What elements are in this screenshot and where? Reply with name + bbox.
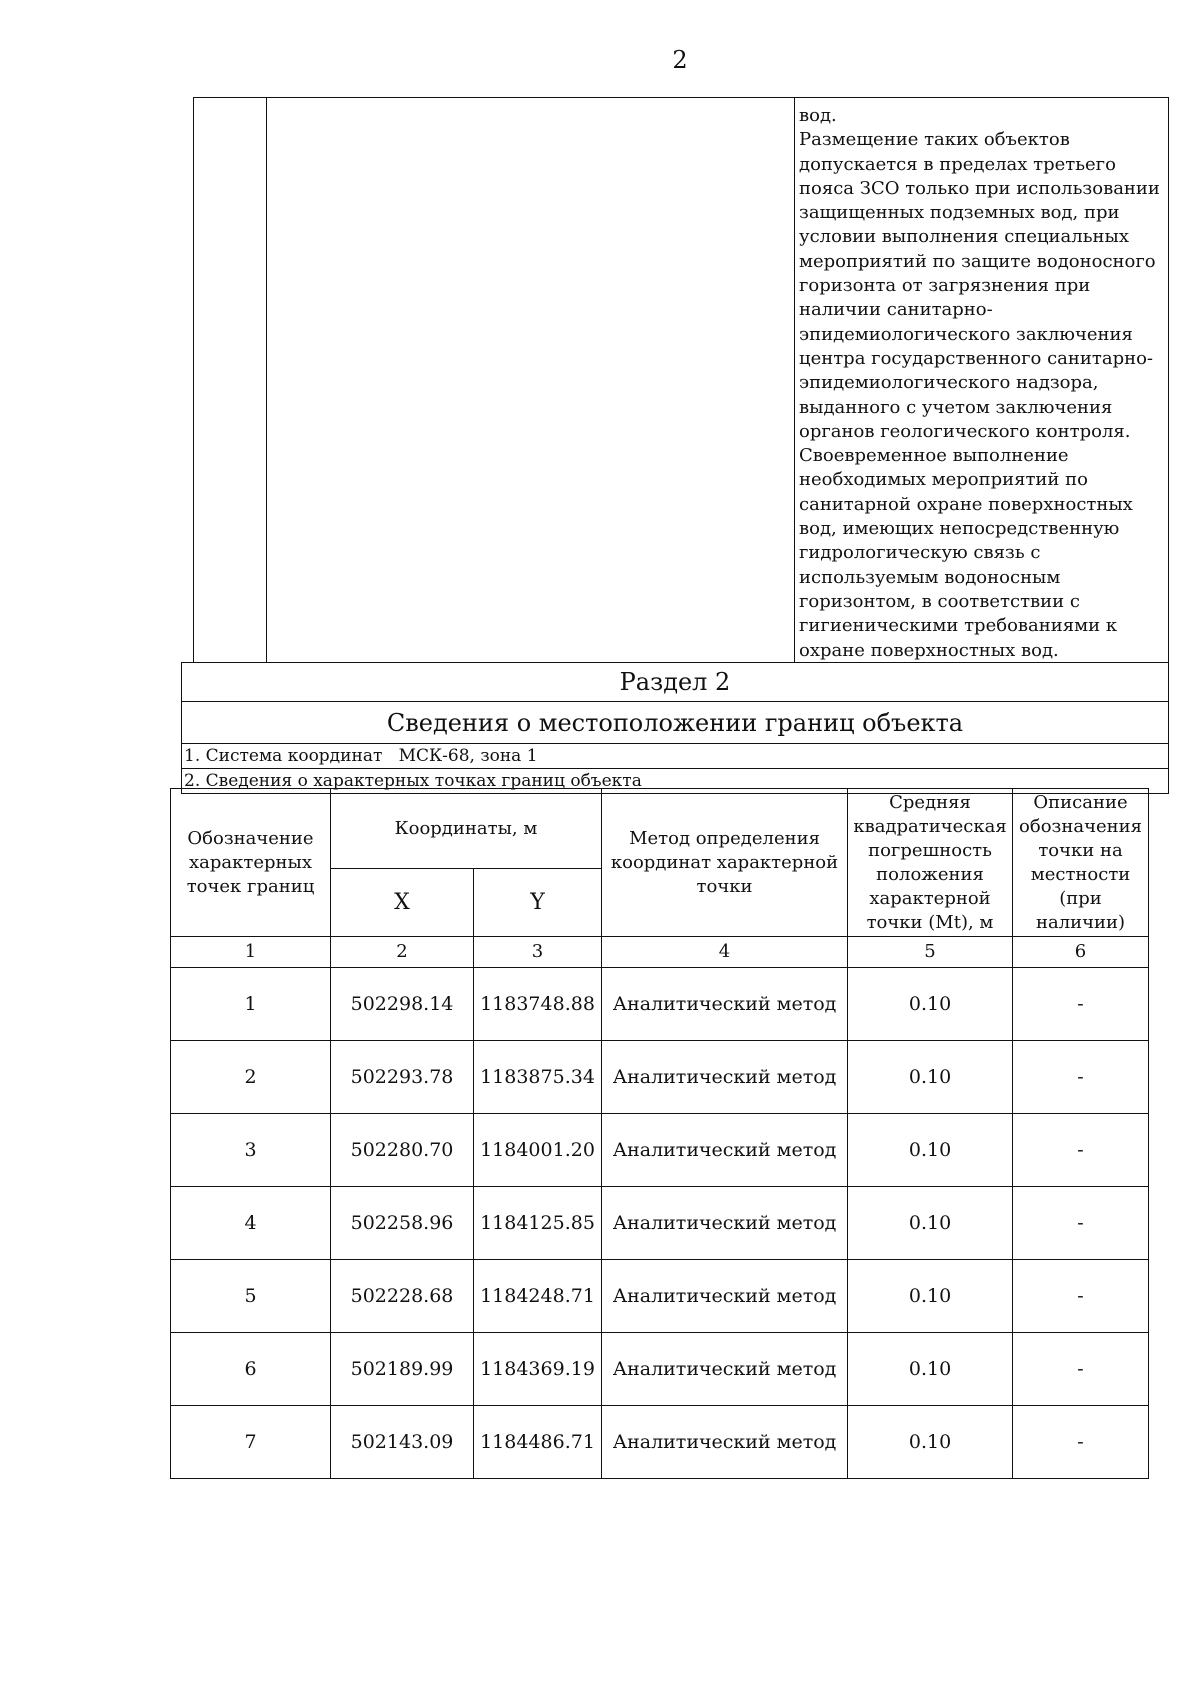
column-number: 3: [474, 937, 602, 968]
point-method: Аналитический метод: [602, 1041, 848, 1114]
point-number: 3: [171, 1114, 331, 1187]
point-description: -: [1013, 968, 1149, 1041]
point-description: -: [1013, 1333, 1149, 1406]
point-method: Аналитический метод: [602, 1333, 848, 1406]
section-2: [181, 662, 1169, 794]
point-method: Аналитический метод: [602, 968, 848, 1041]
point-number: 7: [171, 1406, 331, 1479]
point-y: 1184001.20: [474, 1114, 602, 1187]
point-accuracy: 0.10: [848, 1187, 1013, 1260]
table-row: [171, 1041, 1149, 1114]
table-row: [171, 1187, 1149, 1260]
column-number: 5: [848, 937, 1013, 968]
point-method: Аналитический метод: [602, 1406, 848, 1479]
header-x: X: [331, 869, 474, 937]
point-number: 2: [171, 1041, 331, 1114]
column-number: 6: [1013, 937, 1149, 968]
requirements-cell: [799, 104, 1164, 663]
point-description: -: [1013, 1041, 1149, 1114]
point-number: 5: [171, 1260, 331, 1333]
table-row: [171, 1114, 1149, 1187]
column-number: 1: [171, 937, 331, 968]
point-y: 1184486.71: [474, 1406, 602, 1479]
point-x: 502298.14: [331, 968, 474, 1041]
point-accuracy: 0.10: [848, 1041, 1013, 1114]
point-x: 502280.70: [331, 1114, 474, 1187]
column-number: 2: [331, 937, 474, 968]
coordinate-system-value: МСК-68, зона 1: [398, 746, 538, 766]
table-row: [171, 1260, 1149, 1333]
point-method: Аналитический метод: [602, 1260, 848, 1333]
point-description: -: [1013, 1114, 1149, 1187]
point-x: 502143.09: [331, 1406, 474, 1479]
point-accuracy: 0.10: [848, 1406, 1013, 1479]
table-row: [171, 1333, 1149, 1406]
point-y: 1184369.19: [474, 1333, 602, 1406]
point-number: 6: [171, 1333, 331, 1406]
table-divider: [794, 98, 795, 662]
column-number: 4: [602, 937, 848, 968]
point-number: 1: [171, 968, 331, 1041]
point-method: Аналитический метод: [602, 1114, 848, 1187]
point-y: 1183748.88: [474, 968, 602, 1041]
point-description: -: [1013, 1260, 1149, 1333]
point-method: Аналитический метод: [602, 1187, 848, 1260]
point-description: -: [1013, 1187, 1149, 1260]
paragraph: Своевременное выполнение необходимых мероприятий по санитарной охране поверхностных вод, имеющих непосредственную гидрологическую связь с используемым водоносным горизонтом, в соответствии с гигиеническими требованиями к охране поверхностных вод.: [799, 445, 1133, 661]
header-method: Метод определения координат характерной точки: [602, 789, 848, 937]
boundary-points-table: [170, 788, 1149, 1479]
point-accuracy: 0.10: [848, 1260, 1013, 1333]
point-number: 4: [171, 1187, 331, 1260]
point-x: 502189.99: [331, 1333, 474, 1406]
point-y: 1184125.85: [474, 1187, 602, 1260]
point-y: 1184248.71: [474, 1260, 602, 1333]
table-row: [171, 968, 1149, 1041]
header-designation: Обозначение характерных точек границ: [171, 789, 331, 937]
header-description: Описание обозначения точки на местности (при наличии): [1013, 789, 1149, 937]
point-x: 502258.96: [331, 1187, 474, 1260]
section-subtitle: Сведения о местоположении границ объекта: [182, 702, 1168, 744]
header-coordinates: Координаты, м: [331, 789, 602, 869]
paragraph: Размещение таких объектов допускается в пределах третьего пояса ЗСО только при использовании защищенных подземных вод, при условии выполнения специальных мероприятий по защите водоносного горизонта от загрязнения при наличии санитарно-эпидемиологического заключения центра государственного санитарно-эпидемиологического надзора, выданного с учетом заключения органов геологического контроля.: [799, 129, 1160, 442]
header-accuracy: Средняя квадратическая погрешность положения характерной точки (Mt), м: [848, 789, 1013, 937]
point-y: 1183875.34: [474, 1041, 602, 1114]
paragraph: вод.: [799, 105, 837, 126]
coordinate-system-line: [182, 744, 1168, 769]
point-accuracy: 0.10: [848, 968, 1013, 1041]
point-accuracy: 0.10: [848, 1333, 1013, 1406]
table-row: [171, 1406, 1149, 1479]
point-description: -: [1013, 1406, 1149, 1479]
section-title: Раздел 2: [182, 662, 1168, 702]
page-number: 2: [672, 46, 688, 74]
point-accuracy: 0.10: [848, 1114, 1013, 1187]
point-x: 502293.78: [331, 1041, 474, 1114]
coordinate-system-label: 1. Система координат: [184, 746, 383, 766]
point-x: 502228.68: [331, 1260, 474, 1333]
continuation-table: [193, 97, 1169, 663]
table-divider: [266, 98, 267, 662]
points-label: 2. Сведения о характерных точках границ объекта: [184, 771, 642, 791]
header-y: Y: [474, 869, 602, 937]
